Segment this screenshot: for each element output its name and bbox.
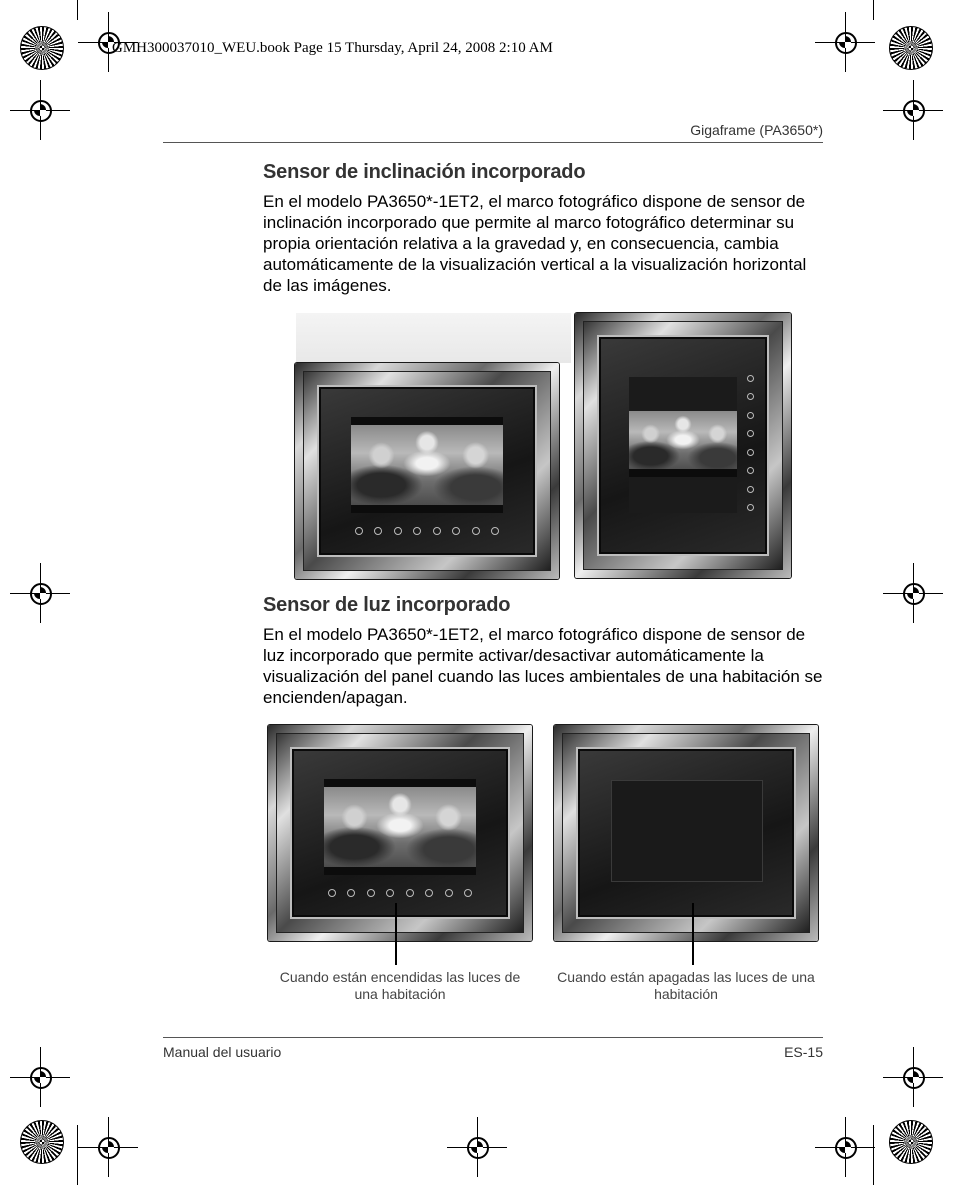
- slideshow-photo: [351, 425, 503, 505]
- section-heading-tilt-sensor: Sensor de inclinación incorporado: [263, 161, 586, 183]
- section-body-light-sensor: En el modelo PA3650*-1ET2, el marco fotográfico dispone de sensor de luz incorporado que permite activar/desactivar automáticamente la visualización del panel cuando las luces ambientales de una habitación se encienden/apagan.: [263, 625, 823, 707]
- frame-screen: [351, 417, 503, 513]
- frame-button-column: [747, 375, 754, 511]
- frame-screen: [324, 779, 476, 875]
- registration-star-bottom-right: [889, 1120, 933, 1164]
- photo-frame-portrait: [575, 313, 791, 578]
- slideshow-photo: [629, 411, 737, 471]
- caption-lights-on: Cuando están encendidas las luces de una habitación: [279, 969, 521, 1002]
- caption-pointer-on: [395, 903, 397, 965]
- crop-line: [77, 0, 78, 20]
- section-heading-light-sensor: Sensor de luz incorporado: [263, 594, 511, 616]
- slideshow-photo: [324, 787, 476, 867]
- frame-screen: [629, 377, 737, 513]
- figure-backdrop: [296, 313, 571, 363]
- registration-star-bottom-left: [20, 1120, 64, 1164]
- caption-lights-off: Cuando están apagadas las luces de una habitación: [557, 969, 815, 1002]
- frame-button-row: [355, 527, 499, 535]
- print-header: GMH300037010_WEU.book Page 15 Thursday, April 24, 2008 2:10 AM: [112, 40, 553, 56]
- photo-frame-landscape: [295, 363, 559, 579]
- crop-line: [873, 0, 874, 20]
- header-rule: [163, 142, 823, 143]
- caption-pointer-off: [692, 903, 694, 965]
- footer-left: Manual del usuario: [163, 1044, 282, 1060]
- crop-line: [873, 1125, 874, 1185]
- registration-star-top-left: [20, 26, 64, 70]
- photo-frame-lights-off: [554, 725, 818, 941]
- frame-screen-off: [612, 781, 762, 881]
- page-number: ES-15: [784, 1044, 823, 1060]
- registration-star-top-right: [889, 26, 933, 70]
- photo-frame-lights-on: [268, 725, 532, 941]
- footer-rule: [163, 1037, 823, 1038]
- running-header: Gigaframe (PA3650*): [690, 122, 823, 138]
- section-body-tilt-sensor: En el modelo PA3650*-1ET2, el marco fotográfico dispone de sensor de inclinación incorporado que permite al marco fotográfico determinar su propia orientación relativa a la gravedad y, en consecuencia, cambia automáticamente de la visualización vertical a la visualización horizontal de las imágenes.: [263, 192, 807, 295]
- frame-button-row: [328, 889, 472, 897]
- crop-line: [77, 1125, 78, 1185]
